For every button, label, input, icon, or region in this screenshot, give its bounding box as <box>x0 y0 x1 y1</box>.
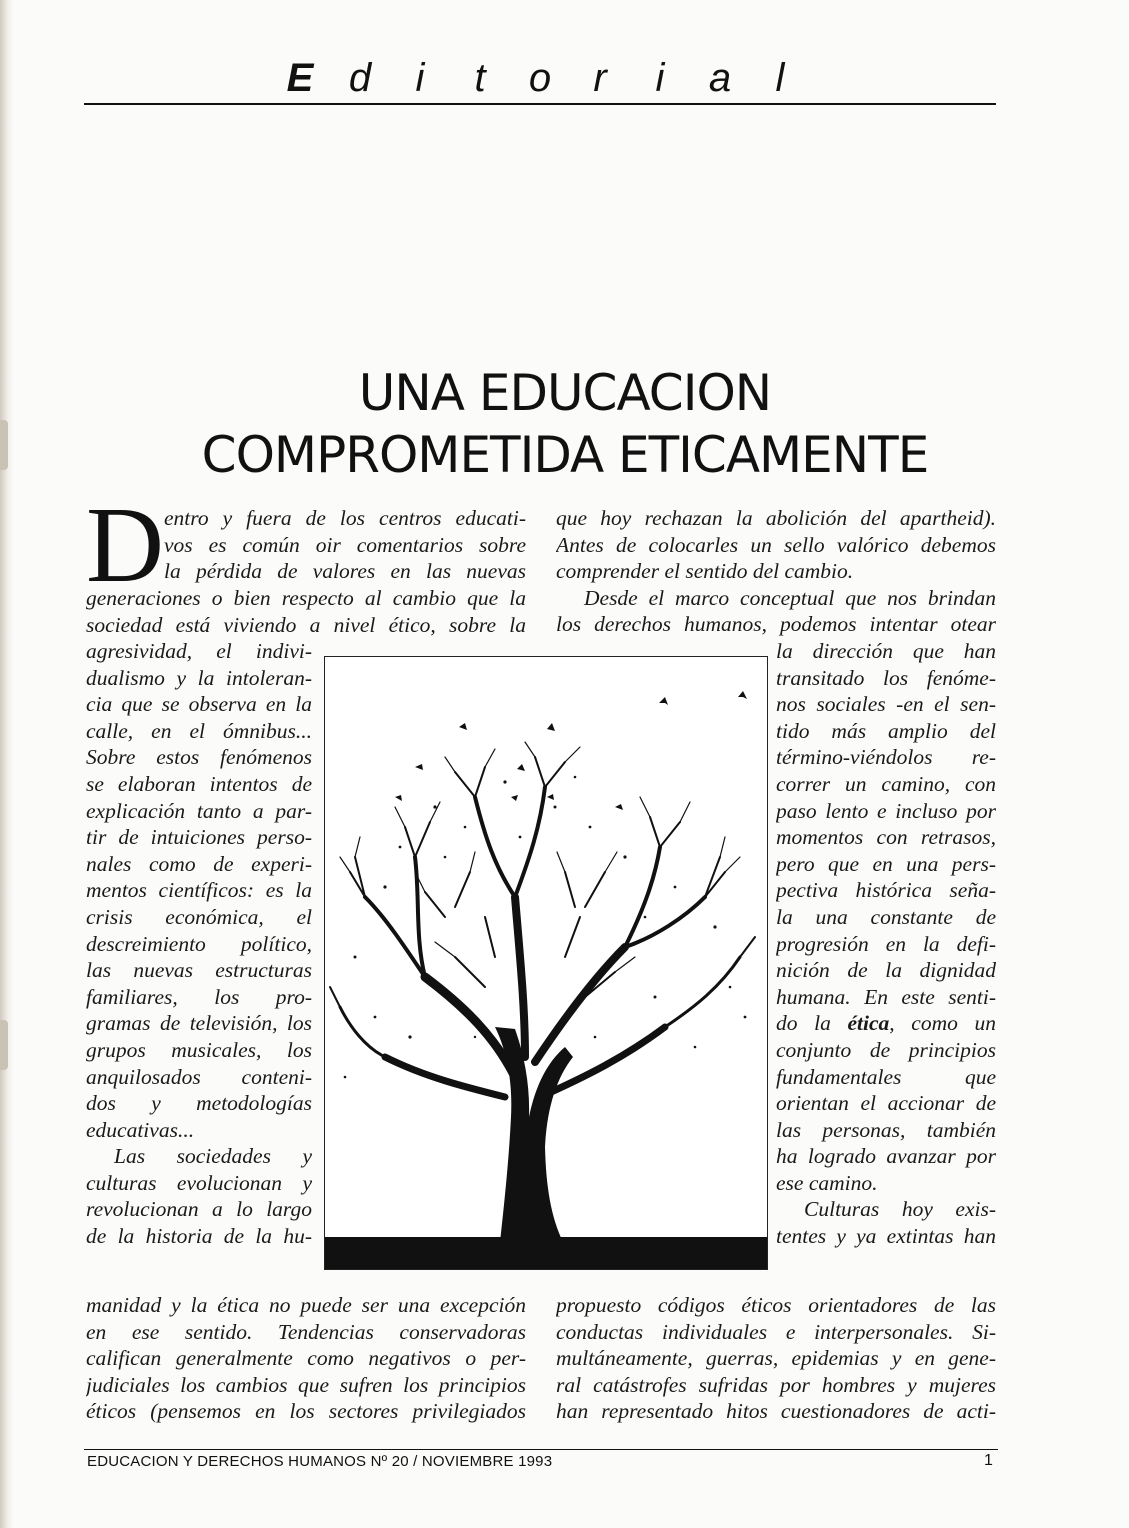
text-line: dos y metodologías <box>86 1091 312 1116</box>
text-line: orientan el accionar de <box>776 1091 996 1116</box>
section-letter: t <box>474 56 486 100</box>
text-line: ese camino. <box>776 1170 878 1195</box>
header-rule <box>84 103 996 105</box>
text-line: vos es común oir comentarios sobre <box>164 532 526 557</box>
text-line: Desde el marco conceptual que nos brindan <box>584 585 996 610</box>
section-letter: E <box>286 56 314 100</box>
text-line: progresión en la defi- <box>776 931 996 956</box>
text-line: revolucionan a lo largo <box>86 1197 312 1222</box>
left-column-intro <box>164 505 526 585</box>
text-line: explicación tanto a par- <box>86 798 312 823</box>
section-label <box>84 52 996 104</box>
section-letter: i <box>655 56 665 100</box>
text-line: pectiva histórica seña- <box>776 878 996 903</box>
text-line: Sobre estos fenómenos <box>86 745 312 770</box>
text-line: mentos científicos: es la <box>86 878 312 903</box>
text-line: en ese sentido. Tendencias conservadoras <box>86 1319 526 1344</box>
text-line: correr un camino, con <box>776 771 996 796</box>
text-line: los derechos humanos, podemos intentar otear <box>556 612 996 637</box>
text-line: grupos musicales, los <box>86 1037 312 1062</box>
tree-silhouette-image <box>325 657 767 1269</box>
right-column-bottom <box>556 1292 996 1425</box>
text-line: propuesto códigos éticos orientadores de las <box>556 1293 996 1317</box>
left-column-wide-top <box>86 585 526 638</box>
text-line: conjunto de principios <box>776 1037 996 1062</box>
text-line: califican generalmente como negativos o per- <box>86 1346 526 1371</box>
text-line: tentes y ya extintas han <box>776 1224 996 1249</box>
text-line: paso lento e incluso por <box>776 798 996 823</box>
text-line: generaciones o bien respecto al cambio que la <box>86 586 526 610</box>
text-line: término-viéndolos re- <box>776 745 996 770</box>
text-line: conductas individuales e interpersonales. Si- <box>556 1319 996 1344</box>
text-line: ha logrado avanzar por <box>776 1144 996 1169</box>
text-line: Las sociedades y <box>114 1144 312 1169</box>
section-letter: i <box>415 56 425 100</box>
text-line: dualismo y la intoleran- <box>86 665 312 690</box>
left-column-wide-bottom <box>86 1292 526 1425</box>
text-line: calle, en el ómnibus... <box>86 718 312 743</box>
text-line: gramas de televisión, los <box>86 1011 312 1036</box>
text-line: fundamentales que <box>776 1064 996 1089</box>
text-line: culturas evolucionan y <box>86 1170 312 1195</box>
section-letter: d <box>348 56 372 100</box>
drop-cap: D <box>86 486 164 605</box>
text-line: momentos con retrasos, <box>776 825 996 850</box>
text-line: que hoy rechazan la abolición del apartheid). <box>556 506 996 530</box>
title-line: COMPROMETIDA ETICAMENTE <box>201 426 929 484</box>
left-column-narrow <box>86 638 312 1250</box>
title-line: UNA EDUCACION <box>358 364 772 422</box>
text-line: éticos (pensemos en los sectores privilegiados <box>86 1399 526 1424</box>
text-line: educativas... <box>86 1117 195 1142</box>
text-line: agresividad, el indivi- <box>86 639 312 663</box>
text-line: ral catástrofes sufridas por hombres y mujeres <box>556 1372 996 1397</box>
emphasis-etica: ética <box>847 1011 890 1036</box>
text-fragment: do la <box>776 1011 831 1036</box>
section-letter: l <box>775 56 785 100</box>
section-letter: r <box>593 56 607 100</box>
text-line: transitado los fenóme- <box>776 665 996 690</box>
section-letter: o <box>528 56 552 100</box>
binding-hole <box>0 1020 8 1070</box>
text-line: tido más amplio del <box>776 718 996 743</box>
text-line: nición de la dignidad <box>776 958 996 983</box>
text-line: multáneamente, guerras, epidemias y en gene- <box>556 1346 996 1371</box>
page-edge-shadow <box>0 0 14 1528</box>
page-number: 1 <box>984 1452 993 1469</box>
text-line: nales como de experi- <box>86 851 312 876</box>
text-line: entro y fuera de los centros educati- <box>164 506 526 530</box>
text-line: la pérdida de valores en las nuevas <box>164 559 526 584</box>
text-line: sociedad está viviendo a nivel ético, sobre la <box>86 612 526 637</box>
text-line: Culturas hoy exis- <box>804 1197 996 1222</box>
right-column-top <box>556 505 996 638</box>
section-letter: a <box>708 56 732 100</box>
text-line: de la historia de la hu- <box>86 1224 312 1249</box>
text-line: la dirección que han <box>776 639 996 663</box>
text-line: humana. En este senti- <box>776 984 996 1009</box>
tree-illustration <box>324 656 768 1270</box>
article-title <box>60 362 1070 486</box>
text-line: descreimiento político, <box>86 931 312 956</box>
text-line: se elaboran intentos de <box>86 771 312 796</box>
text-line: manidad y la ética no puede ser una excepción <box>86 1293 526 1317</box>
text-line <box>776 1010 996 1037</box>
text-line: judiciales los cambios que sufren los principios <box>86 1372 526 1397</box>
text-line: familiares, los pro- <box>86 984 312 1009</box>
text-line: nos sociales -en el sen- <box>776 692 996 717</box>
text-line: comprender el sentido del cambio. <box>556 559 854 584</box>
text-line: tir de intuiciones perso- <box>86 825 312 850</box>
text-fragment: , como un <box>889 1011 996 1036</box>
text-line: han representado hitos cuestionadores de acti- <box>556 1399 996 1424</box>
text-line: las nuevas estructuras <box>86 958 312 983</box>
text-line: las personas, también <box>776 1117 996 1142</box>
text-line: pero que en una pers- <box>776 851 996 876</box>
text-line: crisis económica, el <box>86 904 312 929</box>
right-column-narrow <box>776 638 996 1250</box>
text-line: la una constante de <box>776 904 996 929</box>
publication-footer: EDUCACION Y DERECHOS HUMANOS Nº 20 / NOVIEMBRE 1993 <box>87 1453 553 1470</box>
binding-hole <box>0 420 8 470</box>
text-line: anquilosados conteni- <box>86 1064 312 1089</box>
text-line: cia que se observa en la <box>86 692 312 717</box>
text-line: Antes de colocarles un sello valórico debemos <box>556 532 996 557</box>
footer-rule <box>84 1449 998 1450</box>
